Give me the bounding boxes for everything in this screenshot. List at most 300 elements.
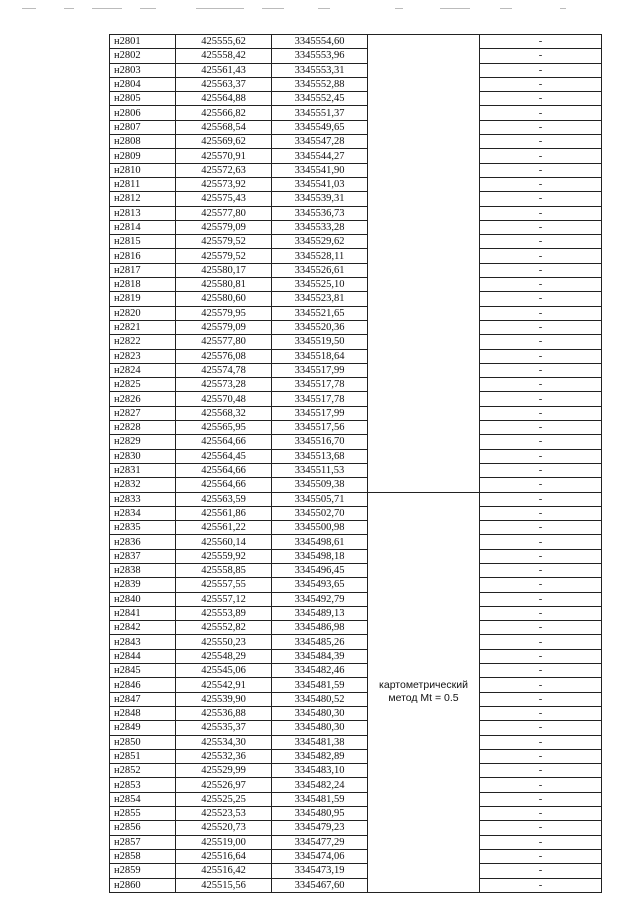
table-row bbox=[110, 621, 602, 635]
point-id-cell: н2854 bbox=[110, 792, 176, 806]
table-row bbox=[110, 106, 602, 120]
x-coordinate-cell: 425559,92 bbox=[176, 549, 272, 563]
x-coordinate-cell: 425558,42 bbox=[176, 49, 272, 63]
point-id-cell: н2845 bbox=[110, 664, 176, 678]
x-coordinate-cell: 425516,42 bbox=[176, 864, 272, 878]
note-cell: - bbox=[480, 163, 602, 177]
y-coordinate-cell: 3345482,24 bbox=[272, 778, 368, 792]
note-cell: - bbox=[480, 92, 602, 106]
y-coordinate-cell: 3345500,98 bbox=[272, 521, 368, 535]
note-cell: - bbox=[480, 849, 602, 863]
note-cell: - bbox=[480, 292, 602, 306]
note-cell: - bbox=[480, 649, 602, 663]
note-cell: - bbox=[480, 77, 602, 91]
y-coordinate-cell: 3345482,89 bbox=[272, 749, 368, 763]
x-coordinate-cell: 425579,09 bbox=[176, 320, 272, 334]
x-coordinate-cell: 425515,56 bbox=[176, 878, 272, 892]
note-cell: - bbox=[480, 492, 602, 506]
y-coordinate-cell: 3345505,71 bbox=[272, 492, 368, 506]
y-coordinate-cell: 3345477,29 bbox=[272, 835, 368, 849]
note-cell: - bbox=[480, 449, 602, 463]
point-id-cell: н2846 bbox=[110, 678, 176, 692]
y-coordinate-cell: 3345481,59 bbox=[272, 678, 368, 692]
x-coordinate-cell: 425579,52 bbox=[176, 249, 272, 263]
point-id-cell: н2848 bbox=[110, 706, 176, 720]
table-row bbox=[110, 478, 602, 492]
x-coordinate-cell: 425565,95 bbox=[176, 421, 272, 435]
y-coordinate-cell: 3345483,10 bbox=[272, 764, 368, 778]
table-row bbox=[110, 678, 602, 692]
note-cell: - bbox=[480, 678, 602, 692]
note-cell: - bbox=[480, 864, 602, 878]
x-coordinate-cell: 425574,78 bbox=[176, 363, 272, 377]
y-coordinate-cell: 3345484,39 bbox=[272, 649, 368, 663]
point-id-cell: н2838 bbox=[110, 563, 176, 577]
table-row bbox=[110, 549, 602, 563]
point-id-cell: н2814 bbox=[110, 220, 176, 234]
table-row bbox=[110, 635, 602, 649]
y-coordinate-cell: 3345521,65 bbox=[272, 306, 368, 320]
x-coordinate-cell: 425570,91 bbox=[176, 149, 272, 163]
point-id-cell: н2810 bbox=[110, 163, 176, 177]
x-coordinate-cell: 425564,45 bbox=[176, 449, 272, 463]
point-id-cell: н2856 bbox=[110, 821, 176, 835]
x-coordinate-cell: 425553,89 bbox=[176, 606, 272, 620]
note-cell: - bbox=[480, 578, 602, 592]
y-coordinate-cell: 3345517,78 bbox=[272, 392, 368, 406]
point-id-cell: н2859 bbox=[110, 864, 176, 878]
y-coordinate-cell: 3345547,28 bbox=[272, 135, 368, 149]
point-id-cell: н2855 bbox=[110, 807, 176, 821]
x-coordinate-cell: 425550,23 bbox=[176, 635, 272, 649]
point-id-cell: н2853 bbox=[110, 778, 176, 792]
y-coordinate-cell: 3345517,99 bbox=[272, 406, 368, 420]
point-id-cell: н2813 bbox=[110, 206, 176, 220]
y-coordinate-cell: 3345523,81 bbox=[272, 292, 368, 306]
note-cell: - bbox=[480, 764, 602, 778]
note-cell: - bbox=[480, 549, 602, 563]
note-cell: - bbox=[480, 106, 602, 120]
table-row bbox=[110, 177, 602, 191]
note-cell: - bbox=[480, 563, 602, 577]
table-row bbox=[110, 349, 602, 363]
table-row bbox=[110, 435, 602, 449]
point-id-cell: н2823 bbox=[110, 349, 176, 363]
x-coordinate-cell: 425534,30 bbox=[176, 735, 272, 749]
point-id-cell: н2847 bbox=[110, 692, 176, 706]
x-coordinate-cell: 425573,28 bbox=[176, 378, 272, 392]
x-coordinate-cell: 425557,55 bbox=[176, 578, 272, 592]
note-cell: - bbox=[480, 35, 602, 49]
y-coordinate-cell: 3345528,11 bbox=[272, 249, 368, 263]
table-row bbox=[110, 721, 602, 735]
point-id-cell: н2835 bbox=[110, 521, 176, 535]
y-coordinate-cell: 3345486,98 bbox=[272, 621, 368, 635]
point-id-cell: н2827 bbox=[110, 406, 176, 420]
x-coordinate-cell: 425563,59 bbox=[176, 492, 272, 506]
x-coordinate-cell: 425572,63 bbox=[176, 163, 272, 177]
table-row bbox=[110, 706, 602, 720]
point-id-cell: н2803 bbox=[110, 63, 176, 77]
note-cell: - bbox=[480, 49, 602, 63]
y-coordinate-cell: 3345480,95 bbox=[272, 807, 368, 821]
note-cell: - bbox=[480, 721, 602, 735]
x-coordinate-cell: 425564,66 bbox=[176, 478, 272, 492]
point-id-cell: н2843 bbox=[110, 635, 176, 649]
y-coordinate-cell: 3345549,65 bbox=[272, 120, 368, 134]
table-row bbox=[110, 392, 602, 406]
y-coordinate-cell: 3345481,38 bbox=[272, 735, 368, 749]
table-row bbox=[110, 649, 602, 663]
table-row bbox=[110, 192, 602, 206]
table-row bbox=[110, 263, 602, 277]
x-coordinate-cell: 425552,82 bbox=[176, 621, 272, 635]
y-coordinate-cell: 3345489,13 bbox=[272, 606, 368, 620]
table-row bbox=[110, 292, 602, 306]
note-cell: - bbox=[480, 692, 602, 706]
note-cell: - bbox=[480, 792, 602, 806]
table-row bbox=[110, 463, 602, 477]
point-id-cell: н2852 bbox=[110, 764, 176, 778]
y-coordinate-cell: 3345493,65 bbox=[272, 578, 368, 592]
x-coordinate-cell: 425561,86 bbox=[176, 506, 272, 520]
note-cell: - bbox=[480, 835, 602, 849]
y-coordinate-cell: 3345474,06 bbox=[272, 849, 368, 863]
table-row bbox=[110, 492, 602, 506]
y-coordinate-cell: 3345516,70 bbox=[272, 435, 368, 449]
x-coordinate-cell: 425580,17 bbox=[176, 263, 272, 277]
x-coordinate-cell: 425564,66 bbox=[176, 463, 272, 477]
note-cell: - bbox=[480, 664, 602, 678]
table-row bbox=[110, 521, 602, 535]
x-coordinate-cell: 425568,32 bbox=[176, 406, 272, 420]
note-cell: - bbox=[480, 335, 602, 349]
y-coordinate-cell: 3345518,64 bbox=[272, 349, 368, 363]
y-coordinate-cell: 3345533,28 bbox=[272, 220, 368, 234]
y-coordinate-cell: 3345553,31 bbox=[272, 63, 368, 77]
note-cell: - bbox=[480, 149, 602, 163]
note-cell: - bbox=[480, 706, 602, 720]
table-row bbox=[110, 592, 602, 606]
point-id-cell: н2840 bbox=[110, 592, 176, 606]
table-row bbox=[110, 306, 602, 320]
table-row bbox=[110, 821, 602, 835]
point-id-cell: н2818 bbox=[110, 278, 176, 292]
table-row bbox=[110, 63, 602, 77]
point-id-cell: н2860 bbox=[110, 878, 176, 892]
x-coordinate-cell: 425580,60 bbox=[176, 292, 272, 306]
x-coordinate-cell: 425564,88 bbox=[176, 92, 272, 106]
note-cell: - bbox=[480, 478, 602, 492]
x-coordinate-cell: 425542,91 bbox=[176, 678, 272, 692]
y-coordinate-cell: 3345517,56 bbox=[272, 421, 368, 435]
table-row bbox=[110, 220, 602, 234]
table-row bbox=[110, 335, 602, 349]
x-coordinate-cell: 425555,62 bbox=[176, 35, 272, 49]
note-cell: - bbox=[480, 506, 602, 520]
note-cell: - bbox=[480, 435, 602, 449]
point-id-cell: н2825 bbox=[110, 378, 176, 392]
note-cell: - bbox=[480, 463, 602, 477]
method-cell bbox=[368, 35, 480, 493]
x-coordinate-cell: 425519,00 bbox=[176, 835, 272, 849]
table-row bbox=[110, 563, 602, 577]
y-coordinate-cell: 3345552,45 bbox=[272, 92, 368, 106]
table-row bbox=[110, 749, 602, 763]
y-coordinate-cell: 3345498,61 bbox=[272, 535, 368, 549]
table-row bbox=[110, 235, 602, 249]
table-row bbox=[110, 163, 602, 177]
y-coordinate-cell: 3345544,27 bbox=[272, 149, 368, 163]
table-row bbox=[110, 535, 602, 549]
x-coordinate-cell: 425566,82 bbox=[176, 106, 272, 120]
table-row bbox=[110, 664, 602, 678]
point-id-cell: н2839 bbox=[110, 578, 176, 592]
point-id-cell: н2826 bbox=[110, 392, 176, 406]
point-id-cell: н2834 bbox=[110, 506, 176, 520]
point-id-cell: н2819 bbox=[110, 292, 176, 306]
note-cell: - bbox=[480, 878, 602, 892]
point-id-cell: н2815 bbox=[110, 235, 176, 249]
table-row bbox=[110, 135, 602, 149]
note-cell: - bbox=[480, 378, 602, 392]
x-coordinate-cell: 425516,64 bbox=[176, 849, 272, 863]
point-id-cell: н2822 bbox=[110, 335, 176, 349]
x-coordinate-cell: 425563,37 bbox=[176, 77, 272, 91]
table-row bbox=[110, 206, 602, 220]
x-coordinate-cell: 425570,48 bbox=[176, 392, 272, 406]
y-coordinate-cell: 3345480,52 bbox=[272, 692, 368, 706]
coordinates-table bbox=[109, 34, 602, 893]
table-row bbox=[110, 320, 602, 334]
x-coordinate-cell: 425526,97 bbox=[176, 778, 272, 792]
x-coordinate-cell: 425535,37 bbox=[176, 721, 272, 735]
note-cell: - bbox=[480, 807, 602, 821]
point-id-cell: н2850 bbox=[110, 735, 176, 749]
note-cell: - bbox=[480, 621, 602, 635]
note-cell: - bbox=[480, 63, 602, 77]
y-coordinate-cell: 3345492,79 bbox=[272, 592, 368, 606]
point-id-cell: н2821 bbox=[110, 320, 176, 334]
y-coordinate-cell: 3345539,31 bbox=[272, 192, 368, 206]
table-row bbox=[110, 792, 602, 806]
x-coordinate-cell: 425564,66 bbox=[176, 435, 272, 449]
y-coordinate-cell: 3345552,88 bbox=[272, 77, 368, 91]
note-cell: - bbox=[480, 392, 602, 406]
note-cell: - bbox=[480, 306, 602, 320]
table-row bbox=[110, 49, 602, 63]
note-cell: - bbox=[480, 592, 602, 606]
scan-artifacts bbox=[0, 0, 640, 14]
table-row bbox=[110, 378, 602, 392]
coordinates-table-body bbox=[110, 35, 602, 893]
y-coordinate-cell: 3345502,70 bbox=[272, 506, 368, 520]
y-coordinate-cell: 3345511,53 bbox=[272, 463, 368, 477]
table-row bbox=[110, 406, 602, 420]
table-row bbox=[110, 506, 602, 520]
y-coordinate-cell: 3345541,03 bbox=[272, 177, 368, 191]
y-coordinate-cell: 3345482,46 bbox=[272, 664, 368, 678]
table-row bbox=[110, 421, 602, 435]
y-coordinate-cell: 3345526,61 bbox=[272, 263, 368, 277]
note-cell: - bbox=[480, 363, 602, 377]
y-coordinate-cell: 3345517,99 bbox=[272, 363, 368, 377]
y-coordinate-cell: 3345473,19 bbox=[272, 864, 368, 878]
point-id-cell: н2804 bbox=[110, 77, 176, 91]
table-row bbox=[110, 778, 602, 792]
x-coordinate-cell: 425545,06 bbox=[176, 664, 272, 678]
x-coordinate-cell: 425577,80 bbox=[176, 206, 272, 220]
point-id-cell: н2805 bbox=[110, 92, 176, 106]
table-row bbox=[110, 606, 602, 620]
point-id-cell: н2824 bbox=[110, 363, 176, 377]
point-id-cell: н2807 bbox=[110, 120, 176, 134]
point-id-cell: н2829 bbox=[110, 435, 176, 449]
x-coordinate-cell: 425577,80 bbox=[176, 335, 272, 349]
table-row bbox=[110, 764, 602, 778]
x-coordinate-cell: 425532,36 bbox=[176, 749, 272, 763]
note-cell: - bbox=[480, 249, 602, 263]
table-row bbox=[110, 578, 602, 592]
table-row bbox=[110, 363, 602, 377]
point-id-cell: н2849 bbox=[110, 721, 176, 735]
point-id-cell: н2828 bbox=[110, 421, 176, 435]
point-id-cell: н2844 bbox=[110, 649, 176, 663]
y-coordinate-cell: 3345509,38 bbox=[272, 478, 368, 492]
point-id-cell: н2816 bbox=[110, 249, 176, 263]
x-coordinate-cell: 425576,08 bbox=[176, 349, 272, 363]
x-coordinate-cell: 425569,62 bbox=[176, 135, 272, 149]
table-row bbox=[110, 77, 602, 91]
y-coordinate-cell: 3345554,60 bbox=[272, 35, 368, 49]
y-coordinate-cell: 3345485,26 bbox=[272, 635, 368, 649]
y-coordinate-cell: 3345525,10 bbox=[272, 278, 368, 292]
y-coordinate-cell: 3345519,50 bbox=[272, 335, 368, 349]
point-id-cell: н2809 bbox=[110, 149, 176, 163]
y-coordinate-cell: 3345498,18 bbox=[272, 549, 368, 563]
note-cell: - bbox=[480, 821, 602, 835]
method-cell: картометрический метод Mt = 0.5 bbox=[368, 492, 480, 892]
table-row bbox=[110, 692, 602, 706]
point-id-cell: н2830 bbox=[110, 449, 176, 463]
note-cell: - bbox=[480, 278, 602, 292]
table-row bbox=[110, 807, 602, 821]
table-row bbox=[110, 878, 602, 892]
note-cell: - bbox=[480, 349, 602, 363]
point-id-cell: н2802 bbox=[110, 49, 176, 63]
table-row bbox=[110, 120, 602, 134]
table-row bbox=[110, 735, 602, 749]
y-coordinate-cell: 3345529,62 bbox=[272, 235, 368, 249]
point-id-cell: н2806 bbox=[110, 106, 176, 120]
x-coordinate-cell: 425579,52 bbox=[176, 235, 272, 249]
point-id-cell: н2851 bbox=[110, 749, 176, 763]
y-coordinate-cell: 3345479,23 bbox=[272, 821, 368, 835]
table-row bbox=[110, 849, 602, 863]
x-coordinate-cell: 425558,85 bbox=[176, 563, 272, 577]
y-coordinate-cell: 3345481,59 bbox=[272, 792, 368, 806]
point-id-cell: н2832 bbox=[110, 478, 176, 492]
note-cell: - bbox=[480, 177, 602, 191]
table-row bbox=[110, 835, 602, 849]
table-row bbox=[110, 278, 602, 292]
x-coordinate-cell: 425539,90 bbox=[176, 692, 272, 706]
point-id-cell: н2842 bbox=[110, 621, 176, 635]
y-coordinate-cell: 3345551,37 bbox=[272, 106, 368, 120]
y-coordinate-cell: 3345553,96 bbox=[272, 49, 368, 63]
x-coordinate-cell: 425568,54 bbox=[176, 120, 272, 134]
x-coordinate-cell: 425575,43 bbox=[176, 192, 272, 206]
note-cell: - bbox=[480, 635, 602, 649]
point-id-cell: н2801 bbox=[110, 35, 176, 49]
note-cell: - bbox=[480, 192, 602, 206]
note-cell: - bbox=[480, 263, 602, 277]
table-row bbox=[110, 92, 602, 106]
x-coordinate-cell: 425548,29 bbox=[176, 649, 272, 663]
table-row bbox=[110, 449, 602, 463]
table-row bbox=[110, 149, 602, 163]
note-cell: - bbox=[480, 535, 602, 549]
note-cell: - bbox=[480, 206, 602, 220]
point-id-cell: н2858 bbox=[110, 849, 176, 863]
y-coordinate-cell: 3345517,78 bbox=[272, 378, 368, 392]
x-coordinate-cell: 425579,09 bbox=[176, 220, 272, 234]
x-coordinate-cell: 425561,43 bbox=[176, 63, 272, 77]
table-row bbox=[110, 35, 602, 49]
note-cell: - bbox=[480, 135, 602, 149]
point-id-cell: н2817 bbox=[110, 263, 176, 277]
x-coordinate-cell: 425525,25 bbox=[176, 792, 272, 806]
point-id-cell: н2811 bbox=[110, 177, 176, 191]
y-coordinate-cell: 3345541,90 bbox=[272, 163, 368, 177]
point-id-cell: н2841 bbox=[110, 606, 176, 620]
table-row bbox=[110, 864, 602, 878]
x-coordinate-cell: 425573,92 bbox=[176, 177, 272, 191]
note-cell: - bbox=[480, 749, 602, 763]
x-coordinate-cell: 425520,73 bbox=[176, 821, 272, 835]
x-coordinate-cell: 425579,95 bbox=[176, 306, 272, 320]
y-coordinate-cell: 3345480,30 bbox=[272, 706, 368, 720]
table-row bbox=[110, 249, 602, 263]
note-cell: - bbox=[480, 320, 602, 334]
point-id-cell: н2820 bbox=[110, 306, 176, 320]
y-coordinate-cell: 3345513,68 bbox=[272, 449, 368, 463]
note-cell: - bbox=[480, 220, 602, 234]
y-coordinate-cell: 3345536,73 bbox=[272, 206, 368, 220]
x-coordinate-cell: 425560,14 bbox=[176, 535, 272, 549]
point-id-cell: н2836 bbox=[110, 535, 176, 549]
x-coordinate-cell: 425580,81 bbox=[176, 278, 272, 292]
point-id-cell: н2812 bbox=[110, 192, 176, 206]
point-id-cell: н2831 bbox=[110, 463, 176, 477]
point-id-cell: н2837 bbox=[110, 549, 176, 563]
x-coordinate-cell: 425529,99 bbox=[176, 764, 272, 778]
x-coordinate-cell: 425536,88 bbox=[176, 706, 272, 720]
point-id-cell: н2833 bbox=[110, 492, 176, 506]
note-cell: - bbox=[480, 406, 602, 420]
note-cell: - bbox=[480, 778, 602, 792]
y-coordinate-cell: 3345480,30 bbox=[272, 721, 368, 735]
note-cell: - bbox=[480, 521, 602, 535]
note-cell: - bbox=[480, 735, 602, 749]
y-coordinate-cell: 3345467,60 bbox=[272, 878, 368, 892]
note-cell: - bbox=[480, 120, 602, 134]
point-id-cell: н2808 bbox=[110, 135, 176, 149]
note-cell: - bbox=[480, 235, 602, 249]
x-coordinate-cell: 425523,53 bbox=[176, 807, 272, 821]
y-coordinate-cell: 3345496,45 bbox=[272, 563, 368, 577]
x-coordinate-cell: 425561,22 bbox=[176, 521, 272, 535]
